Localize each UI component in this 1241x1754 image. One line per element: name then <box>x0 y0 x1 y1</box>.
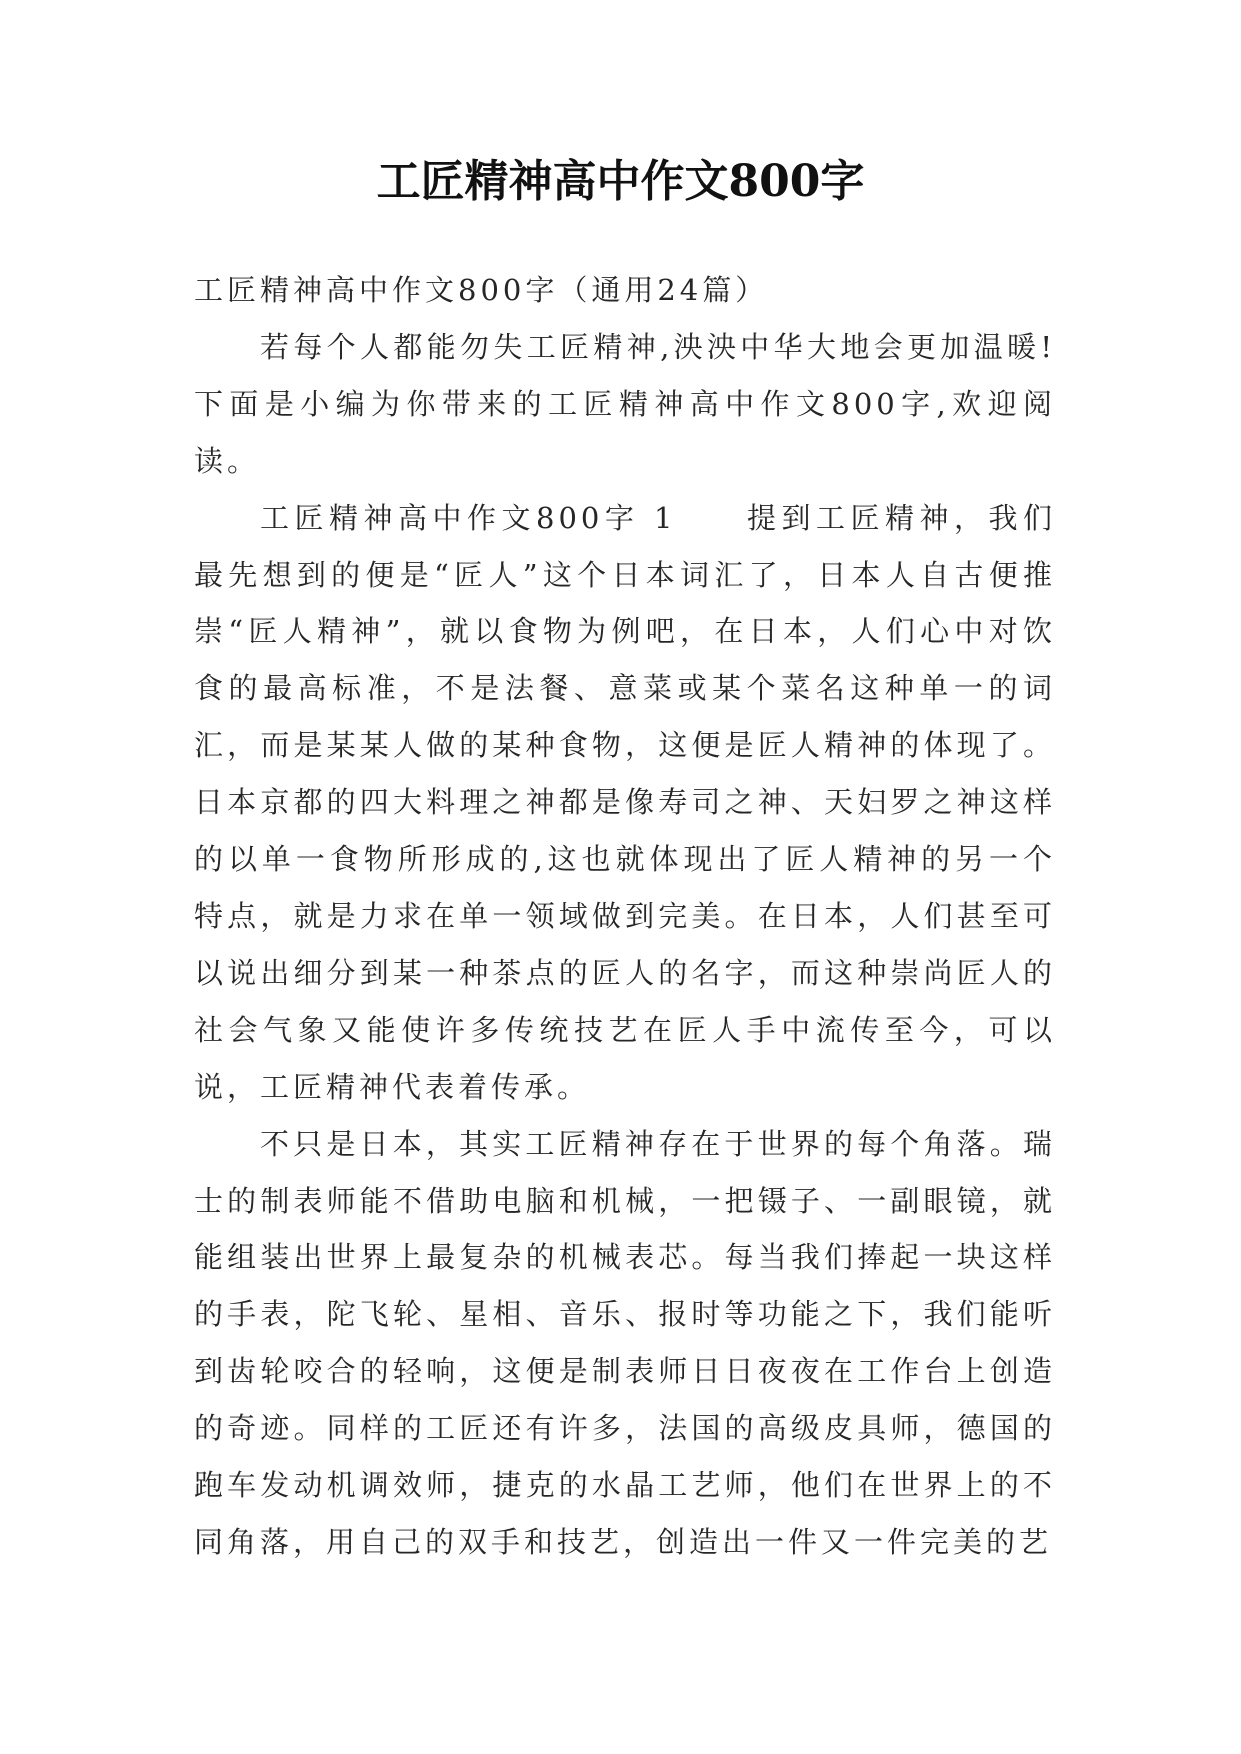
document-title: 工匠精神高中作文800字 <box>376 156 865 207</box>
subtitle-paragraph: 工匠精神高中作文800字（通用24篇） <box>194 273 769 307</box>
essay-1-paragraph-1: 工匠精神高中作文800字 1 提到工匠精神，我们最先想到的便是“匠人”这个日本词汇了，日本人自古便推崇“匠人精神”，就以食物为例吧，在日本，人们心中对饮食的最高标准，不是法餐、意菜或某个菜名这种单一的词汇，而是某某人做的某种食物，这便是匠人精神的体现了。日本京都的四大料理之神都是像寿司之神、天妇罗之神这样的以单一食物所形成的,这也就体现出了匠人精神的另一个特点，就是力求在单一领域做到完美。在日本，人们甚至可以说出细分到某一种茶点的匠人的名字，而这种崇尚匠人的社会气象又能使许多传统技艺在匠人手中流传至今，可以说，工匠精神代表着传承。 <box>194 500 1056 1104</box>
document-body <box>194 262 1056 1571</box>
essay-1-paragraph-2: 不只是日本，其实工匠精神存在于世界的每个角落。瑞士的制表师能不借助电脑和机械，一把镊子、一副眼镜，就能组装出世界上最复杂的机械表芯。每当我们捧起一块这样的手表，陀飞轮、星相、音乐、报时等功能之下，我们能听到齿轮咬合的轻响，这便是制表师日日夜夜在工作台上创造的奇迹。同样的工匠还有许多，法国的高级皮具师，德国的跑车发动机调效师，捷克的水晶工艺师，他们在世界上的不同角落，用自己的双手和技艺，创造出一件又一件完美的艺 <box>194 1126 1056 1559</box>
intro-paragraph: 若每个人都能勿失工匠精神,泱泱中华大地会更加温暖!下面是小编为你带来的工匠精神高中作文800字,欢迎阅读。 <box>194 329 1056 478</box>
